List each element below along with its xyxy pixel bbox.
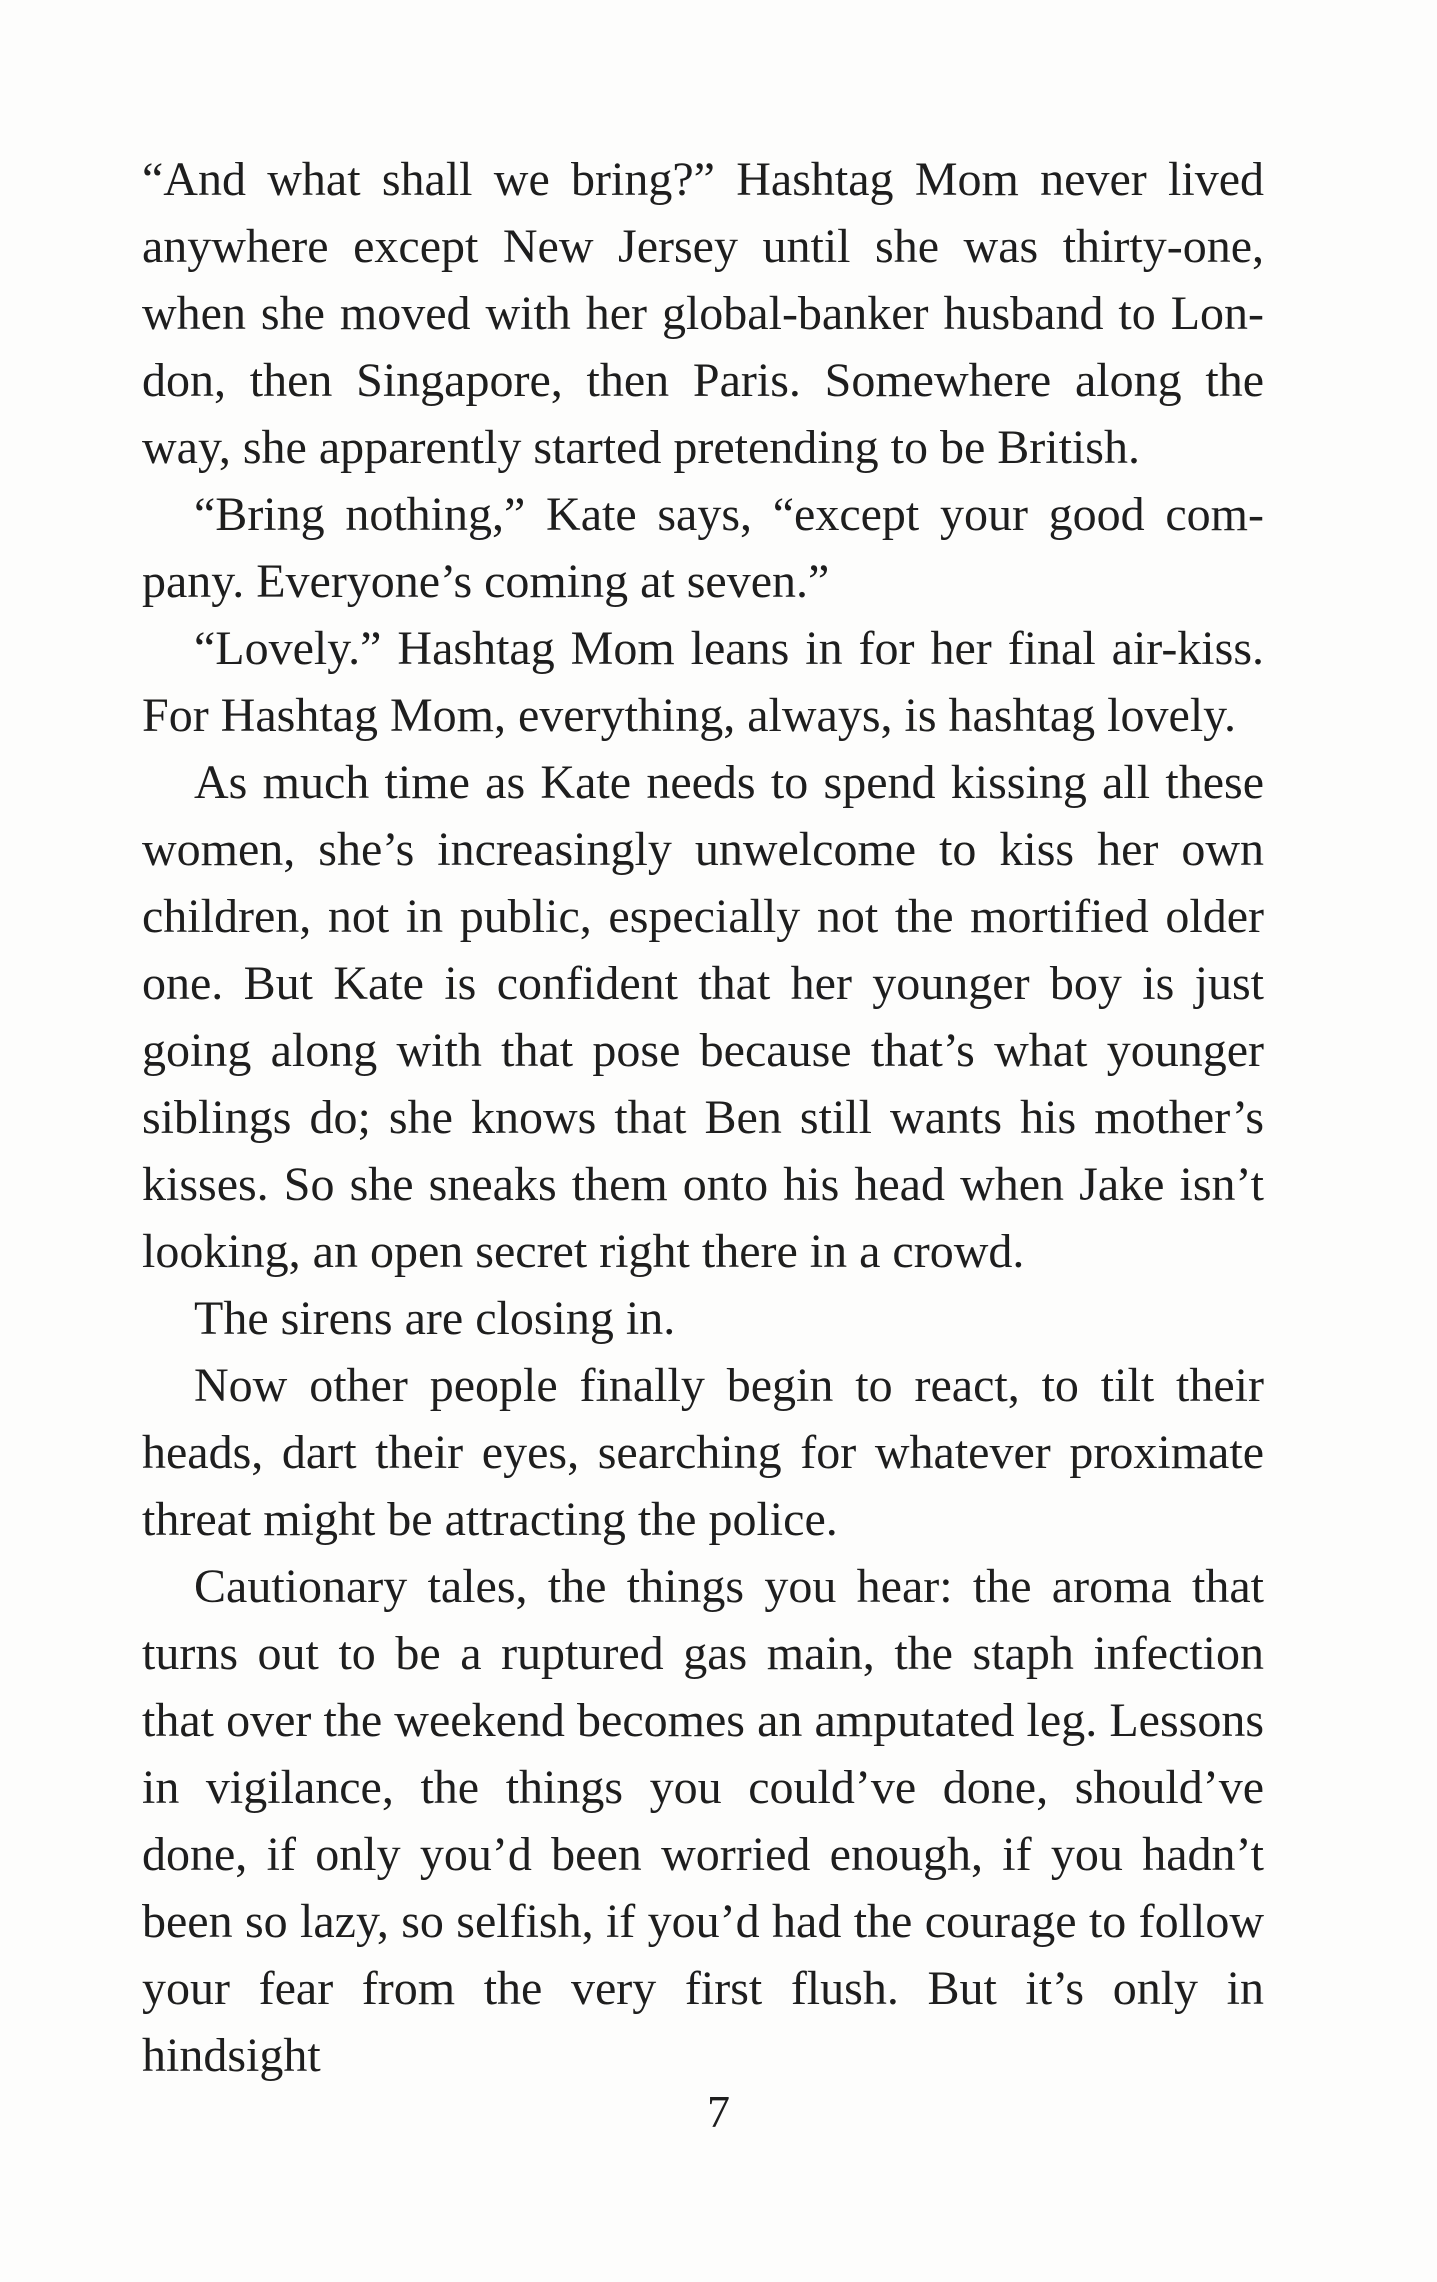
paragraph-1: “And what shall we bring?” Hashtag Mom never lived anywhere except New Jersey until she was thirty-one, when she moved with her global-banker husband to London, then Singapore, then Paris. Somewhere along the way, she apparently started pretending to be British. [142, 153, 1264, 474]
paragraph-7: Cautionary tales, the things you hear: the aroma that turns out to be a ruptured gas main, the staph infection that over the weekend becomes an amputated leg. Lessons in vigilance, the things you could’ve done, should’ve done, if only you’d been worried enough, if you hadn’t been so lazy, so selfish, if you’d had the courage to follow your fear from the very first flush. But it’s only in hindsight [142, 1560, 1264, 2082]
paragraph-3: “Lovely.” Hashtag Mom leans in for her final air-kiss. For Hashtag Mom, everything, always, is hashtag lovely. [142, 622, 1264, 742]
paragraph-4: As much time as Kate needs to spend kissing all these women, she’s increasingly unwelcome to kiss her own children, not in public, especially not the mortified older one. But Kate is confident that her younger boy is just going along with that pose because that’s what younger siblings do; she knows that Ben still wants his mother’s kisses. So she sneaks them onto his head when Jake isn’t looking, an open secret right there in a crowd. [142, 756, 1264, 1278]
body-text [142, 146, 1264, 2089]
paragraph-2: “Bring nothing,” Kate says, “except your good company. Everyone’s coming at seven.” [142, 488, 1264, 608]
paragraph-6: Now other people finally begin to react, to tilt their heads, dart their eyes, searching for whatever proximate threat might be attracting the police. [142, 1359, 1264, 1546]
page-number: 7 [707, 2086, 730, 2137]
paragraph-5: The sirens are closing in. [194, 1292, 676, 1345]
